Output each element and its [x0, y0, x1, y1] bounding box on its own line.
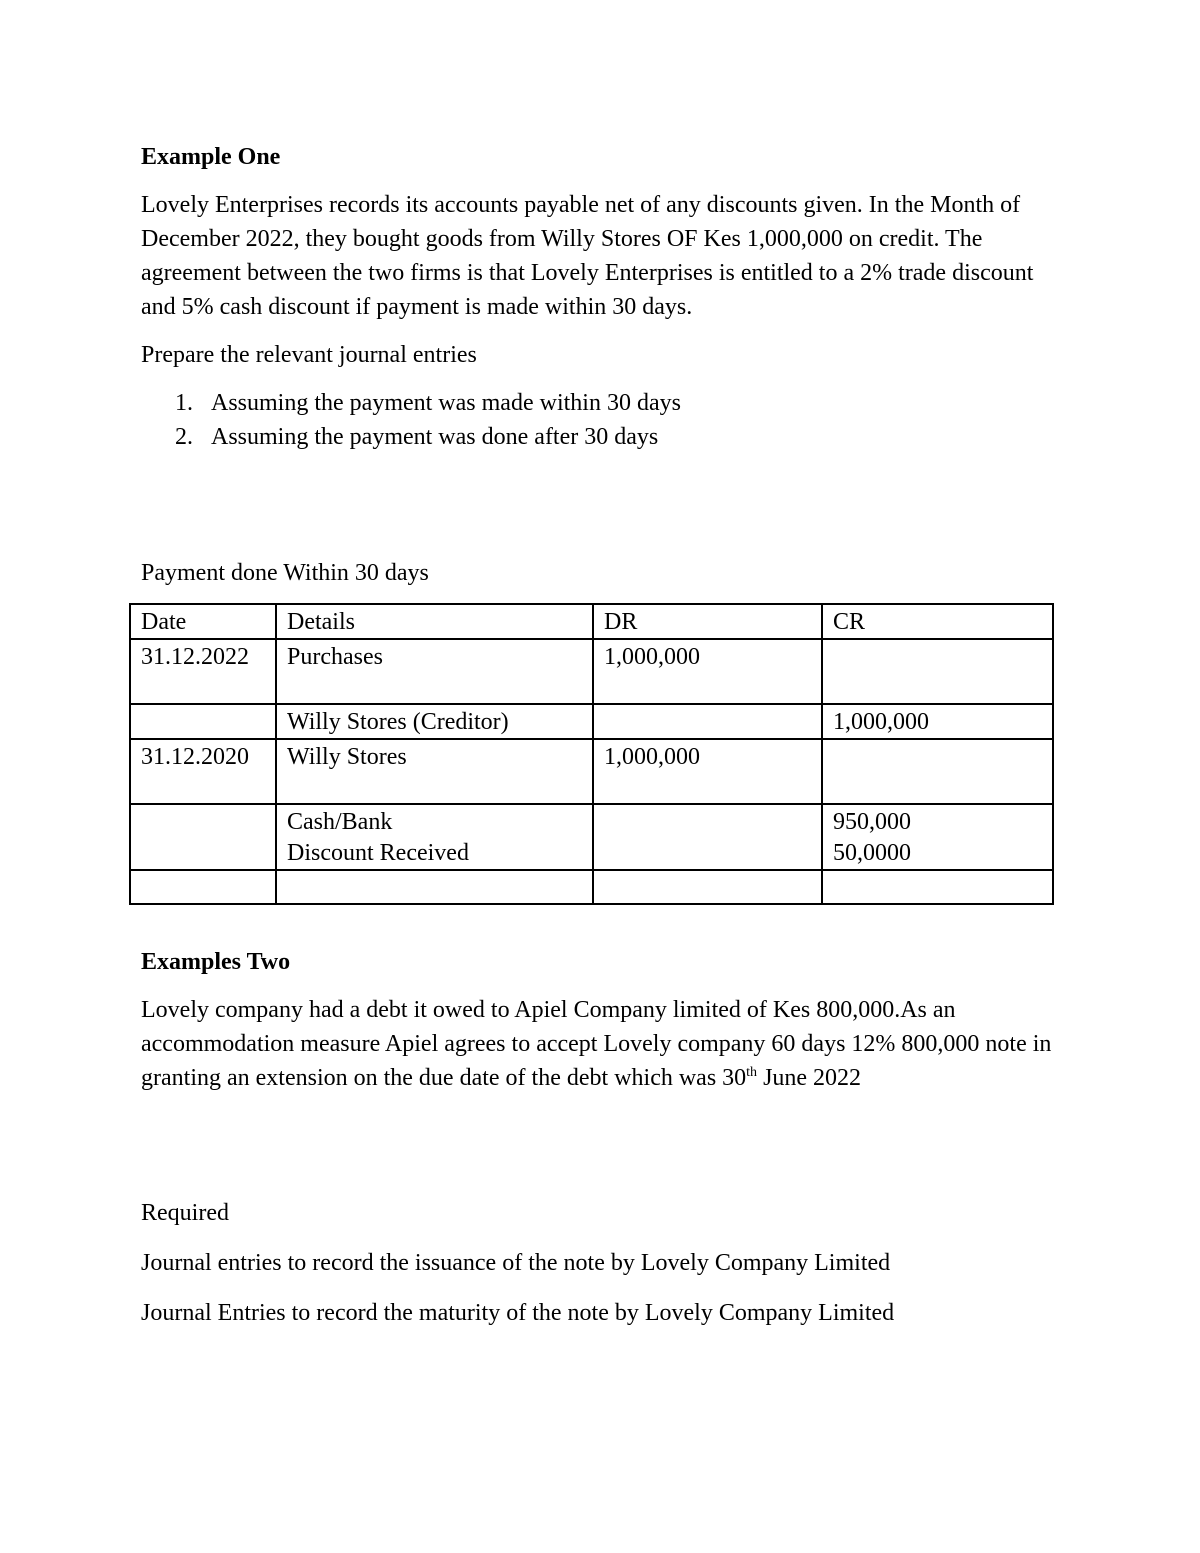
list-item-text: Assuming the payment was made within 30 days: [211, 390, 681, 416]
requirement-item: Journal Entries to record the maturity of the note by Lovely Company Limited: [141, 1300, 895, 1326]
list-item-text: Assuming the payment was done after 30 days: [211, 424, 659, 450]
cell-details: Willy Stores: [276, 739, 593, 804]
cell-date: [130, 870, 276, 904]
cell-dr: [593, 870, 822, 904]
cell-cr: [822, 639, 1053, 704]
cell-cr: [822, 870, 1053, 904]
cell-cr: 1,000,000: [822, 704, 1053, 739]
instruction-text: Prepare the relevant journal entries: [141, 342, 477, 368]
cell-cr: [822, 739, 1053, 804]
cell-dr: [593, 804, 822, 870]
cell-cr: [822, 804, 1053, 870]
cell-date: [130, 804, 276, 870]
cell-cr-line: 50,0000: [833, 840, 911, 866]
cell-details: Willy Stores (Creditor): [276, 704, 593, 739]
table-row: [130, 639, 1053, 704]
example-two-heading: Examples Two: [141, 949, 291, 975]
example-two-paragraph-main: Lovely company had a debt it owed to Apiel Company limited of Kes 800,000.As an accommodation measure Apiel agrees to accept Lovely company 60 days 12% 800,000 note in granting an extension on the due date of the debt which was 30: [141, 997, 1052, 1091]
list-item: [141, 386, 1056, 420]
header-details: Details: [276, 604, 593, 639]
cell-dr: [593, 704, 822, 739]
cell-date: 31.12.2020: [130, 739, 276, 804]
ordinal-suffix: th: [746, 1065, 758, 1080]
cell-date: 31.12.2022: [130, 639, 276, 704]
cell-details-line: Cash/Bank: [287, 809, 393, 835]
table-header-row: [130, 604, 1053, 639]
example-two-section: [141, 945, 1056, 1109]
list-item-number: 1.: [175, 390, 193, 416]
list-item: [141, 420, 1056, 454]
example-one-paragraph: Lovely Enterprises records its accounts payable net of any discounts given. In the Month of December 2022, they bought goods from Willy Stores OF Kes 1,000,000 on credit. The agreement between the two firms is that Lovely Enterprises is entitled to a 2% trade discount and 5% cash discount if payment is made within 30 days.: [141, 192, 1034, 320]
required-label: Required: [141, 1200, 229, 1226]
table-row: [130, 704, 1053, 739]
header-dr: DR: [593, 604, 822, 639]
table-row: [130, 739, 1053, 804]
cell-details: Purchases: [276, 639, 593, 704]
header-date: Date: [130, 604, 276, 639]
task-list: [141, 386, 1056, 454]
table-caption: Payment done Within 30 days: [141, 560, 429, 586]
cell-dr: 1,000,000: [593, 639, 822, 704]
table-row: [130, 804, 1053, 870]
cell-dr: 1,000,000: [593, 739, 822, 804]
requirement-item: Journal entries to record the issuance of the note by Lovely Company Limited: [141, 1250, 891, 1276]
cell-details-line: Discount Received: [287, 840, 469, 866]
example-two-paragraph: [141, 993, 1056, 1095]
cell-cr-line: 950,000: [833, 809, 911, 835]
header-cr: CR: [822, 604, 1053, 639]
example-two-paragraph-end: June 2022: [763, 1065, 862, 1091]
table-row: [130, 870, 1053, 904]
cell-details: [276, 804, 593, 870]
example-one-heading: Example One: [141, 144, 281, 170]
cell-date: [130, 704, 276, 739]
cell-details: [276, 870, 593, 904]
example-one-section: [141, 140, 1056, 454]
journal-table: [129, 603, 1054, 905]
list-item-number: 2.: [175, 424, 193, 450]
